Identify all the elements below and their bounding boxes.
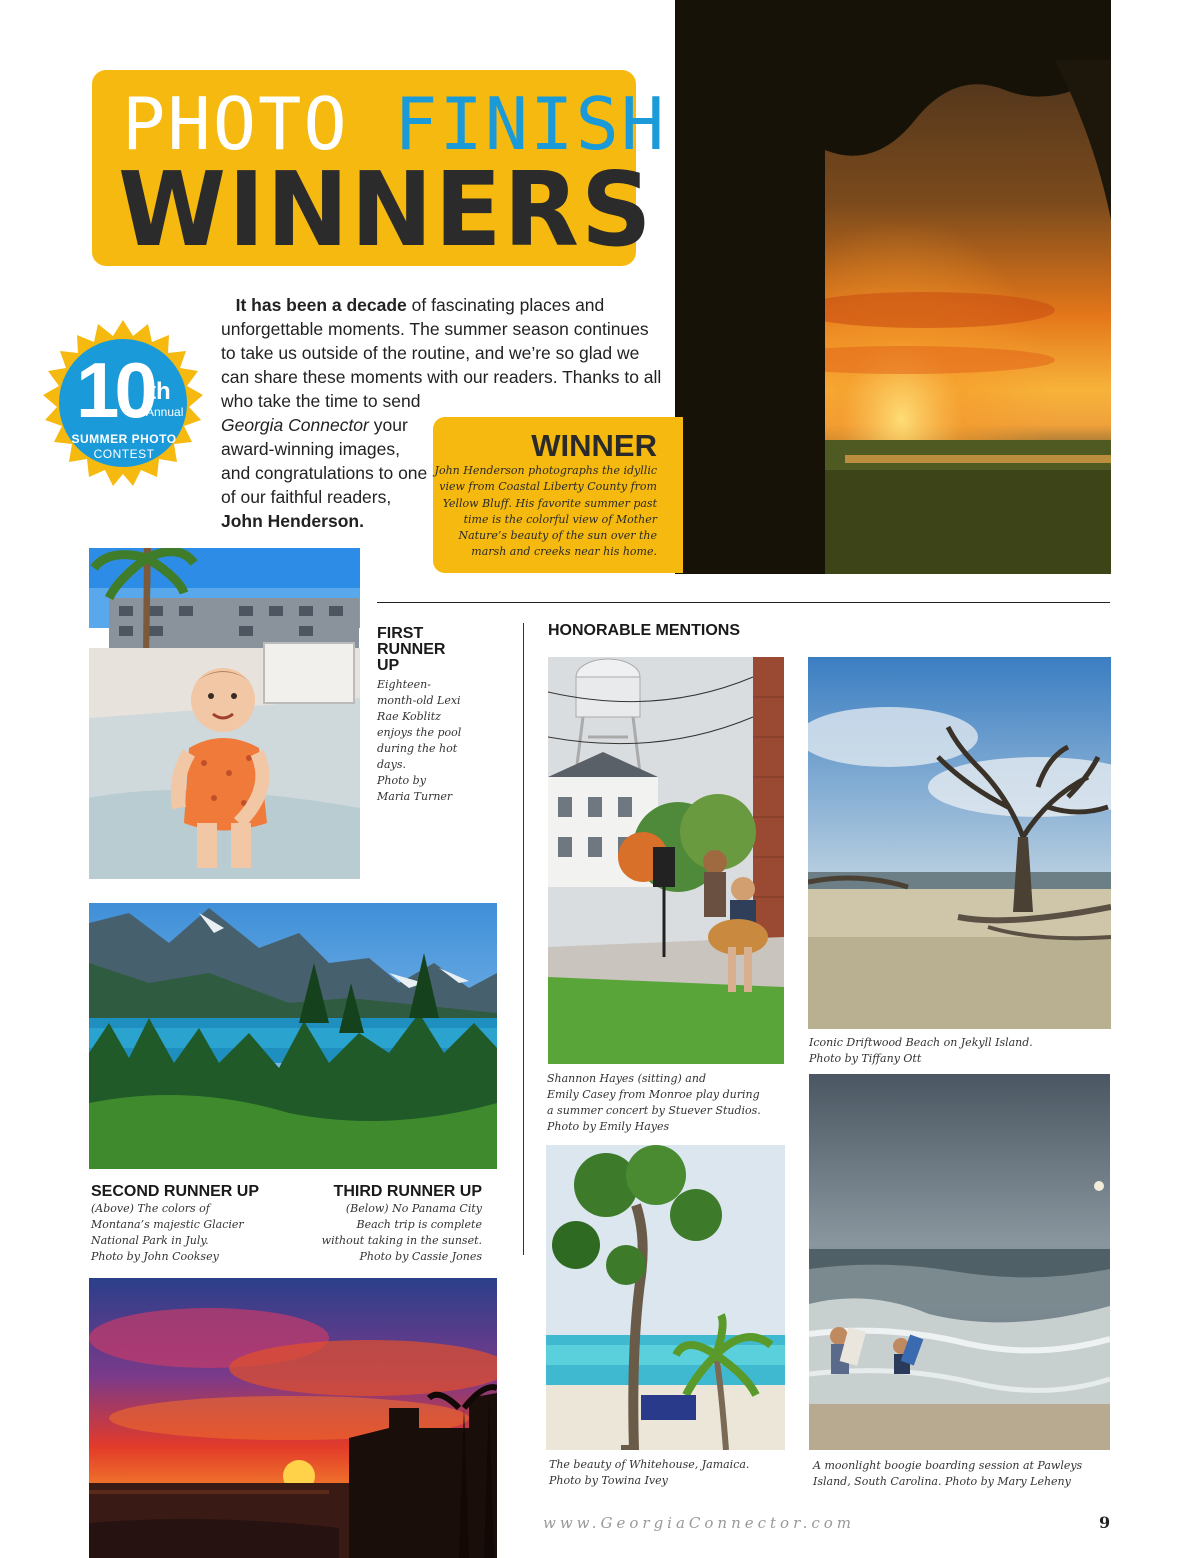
second-runner-up-heading: SECOND RUNNER UP — [91, 1183, 260, 1200]
section-divider — [377, 602, 1110, 603]
driftwood-caption: Iconic Driftwood Beach on Jekyll Island. Photo by Tiffany Ott — [809, 1036, 1033, 1065]
title-line-1: PHOTO FINISH — [122, 82, 667, 166]
honorable-mentions-heading: HONORABLE MENTIONS — [548, 622, 740, 639]
winner-photo — [675, 0, 1111, 574]
pawleys-caption: A moonlight boogie boarding session at Pawleys Island, South Carolina. Photo by Mary Leheny — [813, 1459, 1083, 1488]
first-runner-up-photo — [89, 548, 360, 879]
title-banner — [92, 70, 667, 271]
concert-photo — [548, 657, 784, 1064]
page-number: 9 — [1099, 1513, 1111, 1532]
concert-caption: Shannon Hayes (sitting) and Emily Casey from Monroe play during a summer concert by Stuever Studios. Photo by Emily Hayes — [547, 1072, 761, 1133]
jamaica-caption: The beauty of Whitehouse, Jamaica. Photo by Towina Ivey — [549, 1458, 750, 1487]
third-runner-up-caption: (Below) No Panama City Beach trip is complete without taking in the sunset. Photo by Cassie Jones — [321, 1202, 482, 1263]
badge-line-1: SUMMER PHOTO — [71, 432, 177, 446]
first-runner-up-caption: Eighteen- month-old Lexi Rae Koblitz enjoys the pool during the hot days. Photo by Maria Turner — [377, 678, 462, 803]
badge-suffix: th — [148, 378, 171, 405]
winner-caption: John Henderson photographs the idyllic view from Coastal Liberty County from Yellow Bluff. His favorite summer past time is the colorful view of Mother Nature’s beauty of the sun over the marsh and creeks near his home. — [434, 464, 657, 559]
second-runner-up-photo — [89, 903, 497, 1169]
jamaica-photo — [546, 1145, 785, 1450]
intro-text: It has been a decade of fascinating places and unforgettable moments. The summer season continues to take us outside of the routine, and we’re so glad we can share these moments with our readers. Thanks to all who take the time to send Georgia Connector your award-winning images, and congratulations to one of our faithful readers, John Henderson. — [221, 295, 662, 531]
pawleys-island-photo — [809, 1074, 1110, 1450]
badge-number: 10 — [76, 346, 153, 434]
winner-heading: WINNER — [531, 428, 657, 463]
first-runner-up-heading: FIRST RUNNER UP — [377, 625, 446, 674]
footer-url: www.GeorgiaConnector.com — [543, 1514, 856, 1532]
column-divider — [523, 623, 524, 1255]
third-runner-up-photo — [89, 1278, 497, 1558]
third-runner-up-heading: THIRD RUNNER UP — [333, 1183, 482, 1200]
title-line-2: WINNERS — [118, 150, 654, 271]
badge-annual: Annual — [146, 405, 184, 419]
badge-line-2: CONTEST — [93, 447, 155, 461]
second-runner-up-caption: (Above) The colors of Montana’s majestic Glacier National Park in July. Photo by John Cooksey — [91, 1202, 244, 1263]
driftwood-beach-photo — [808, 657, 1111, 1029]
